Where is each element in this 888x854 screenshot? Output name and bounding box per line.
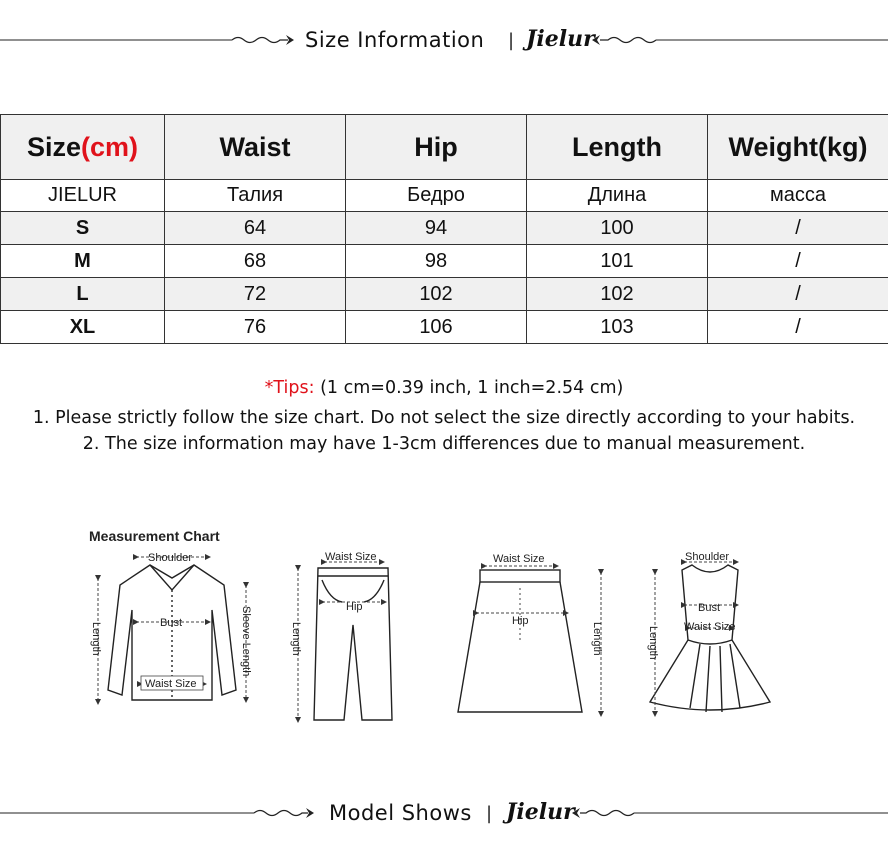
header-banner-brand: Jielur (526, 26, 595, 52)
pants-hip-label: Hip (346, 601, 363, 613)
shirt-shoulder-label: Shoulder (148, 552, 193, 564)
shirt-sleeve-label: Sleeve Length (240, 606, 252, 677)
length-cell: 100 (527, 212, 708, 245)
header-hip: Hip (346, 115, 527, 180)
subheader-cell: масса (708, 180, 888, 212)
waist-cell: 76 (165, 311, 346, 344)
header-banner-title: Size Information (305, 28, 485, 52)
subheader-cell: Талия (165, 180, 346, 212)
pants-waist-label: Waist Size (325, 551, 377, 563)
measurement-chart-title: Measurement Chart (89, 528, 220, 544)
dress-diagram (650, 562, 770, 714)
waist-cell: 72 (165, 278, 346, 311)
tips-label: *Tips: (264, 378, 315, 398)
header-size-label: Size (26, 131, 81, 162)
length-cell: 102 (527, 278, 708, 311)
size-cell: XL (1, 311, 165, 344)
subheader-cell: Бедро (346, 180, 527, 212)
weight-cell: / (708, 278, 888, 311)
length-cell: 103 (527, 311, 708, 344)
skirt-waist-label: Waist Size (493, 553, 545, 565)
waist-cell: 68 (165, 245, 346, 278)
subheader-cell: JIELUR (1, 180, 165, 212)
shirt-bust-label: Bust (160, 617, 183, 629)
waist-cell: 64 (165, 212, 346, 245)
weight-cell: / (708, 245, 888, 278)
hip-cell: 106 (346, 311, 527, 344)
dress-shoulder-label: Shoulder (685, 551, 730, 563)
pants-diagram (298, 562, 392, 720)
footer-banner-brand: Jielur (506, 799, 575, 825)
tips-line-1: 1. Please strictly follow the size chart. Do not select the size directly according to your habits. (32, 408, 856, 428)
header-waist: Waist (165, 115, 346, 180)
shirt-waist-label: Waist Size (145, 678, 197, 690)
header-weight: Weight(kg) (708, 115, 888, 180)
hip-cell: 102 (346, 278, 527, 311)
hip-cell: 98 (346, 245, 527, 278)
dress-waist-label: Waist Size (684, 621, 736, 633)
size-cell: M (1, 245, 165, 278)
dress-bust-label: Bust (698, 602, 721, 614)
header-banner-separator: | (508, 30, 515, 51)
dress-length-label: Length (647, 626, 659, 660)
shirt-length-label: Length (90, 622, 102, 656)
footer-banner-title: Model Shows (329, 801, 472, 825)
weight-cell: / (708, 212, 888, 245)
skirt-length-label: Length (591, 622, 603, 656)
pants-length-label: Length (290, 622, 302, 656)
skirt-hip-label: Hip (512, 615, 529, 627)
tips-line-2: 2. The size information may have 1-3cm differences due to manual measurement. (82, 434, 806, 454)
header-length: Length (527, 115, 708, 180)
header-size-unit: (cm) (81, 131, 139, 162)
subheader-cell: Длина (527, 180, 708, 212)
weight-cell: / (708, 311, 888, 344)
size-cell: L (1, 278, 165, 311)
tips-conversion-text: (1 cm=0.39 inch, 1 inch=2.54 cm) (314, 378, 624, 398)
size-cell: S (1, 212, 165, 245)
length-cell: 101 (527, 245, 708, 278)
hip-cell: 94 (346, 212, 527, 245)
footer-banner (0, 795, 888, 835)
footer-banner-separator: | (486, 803, 493, 824)
skirt-diagram (458, 566, 601, 714)
